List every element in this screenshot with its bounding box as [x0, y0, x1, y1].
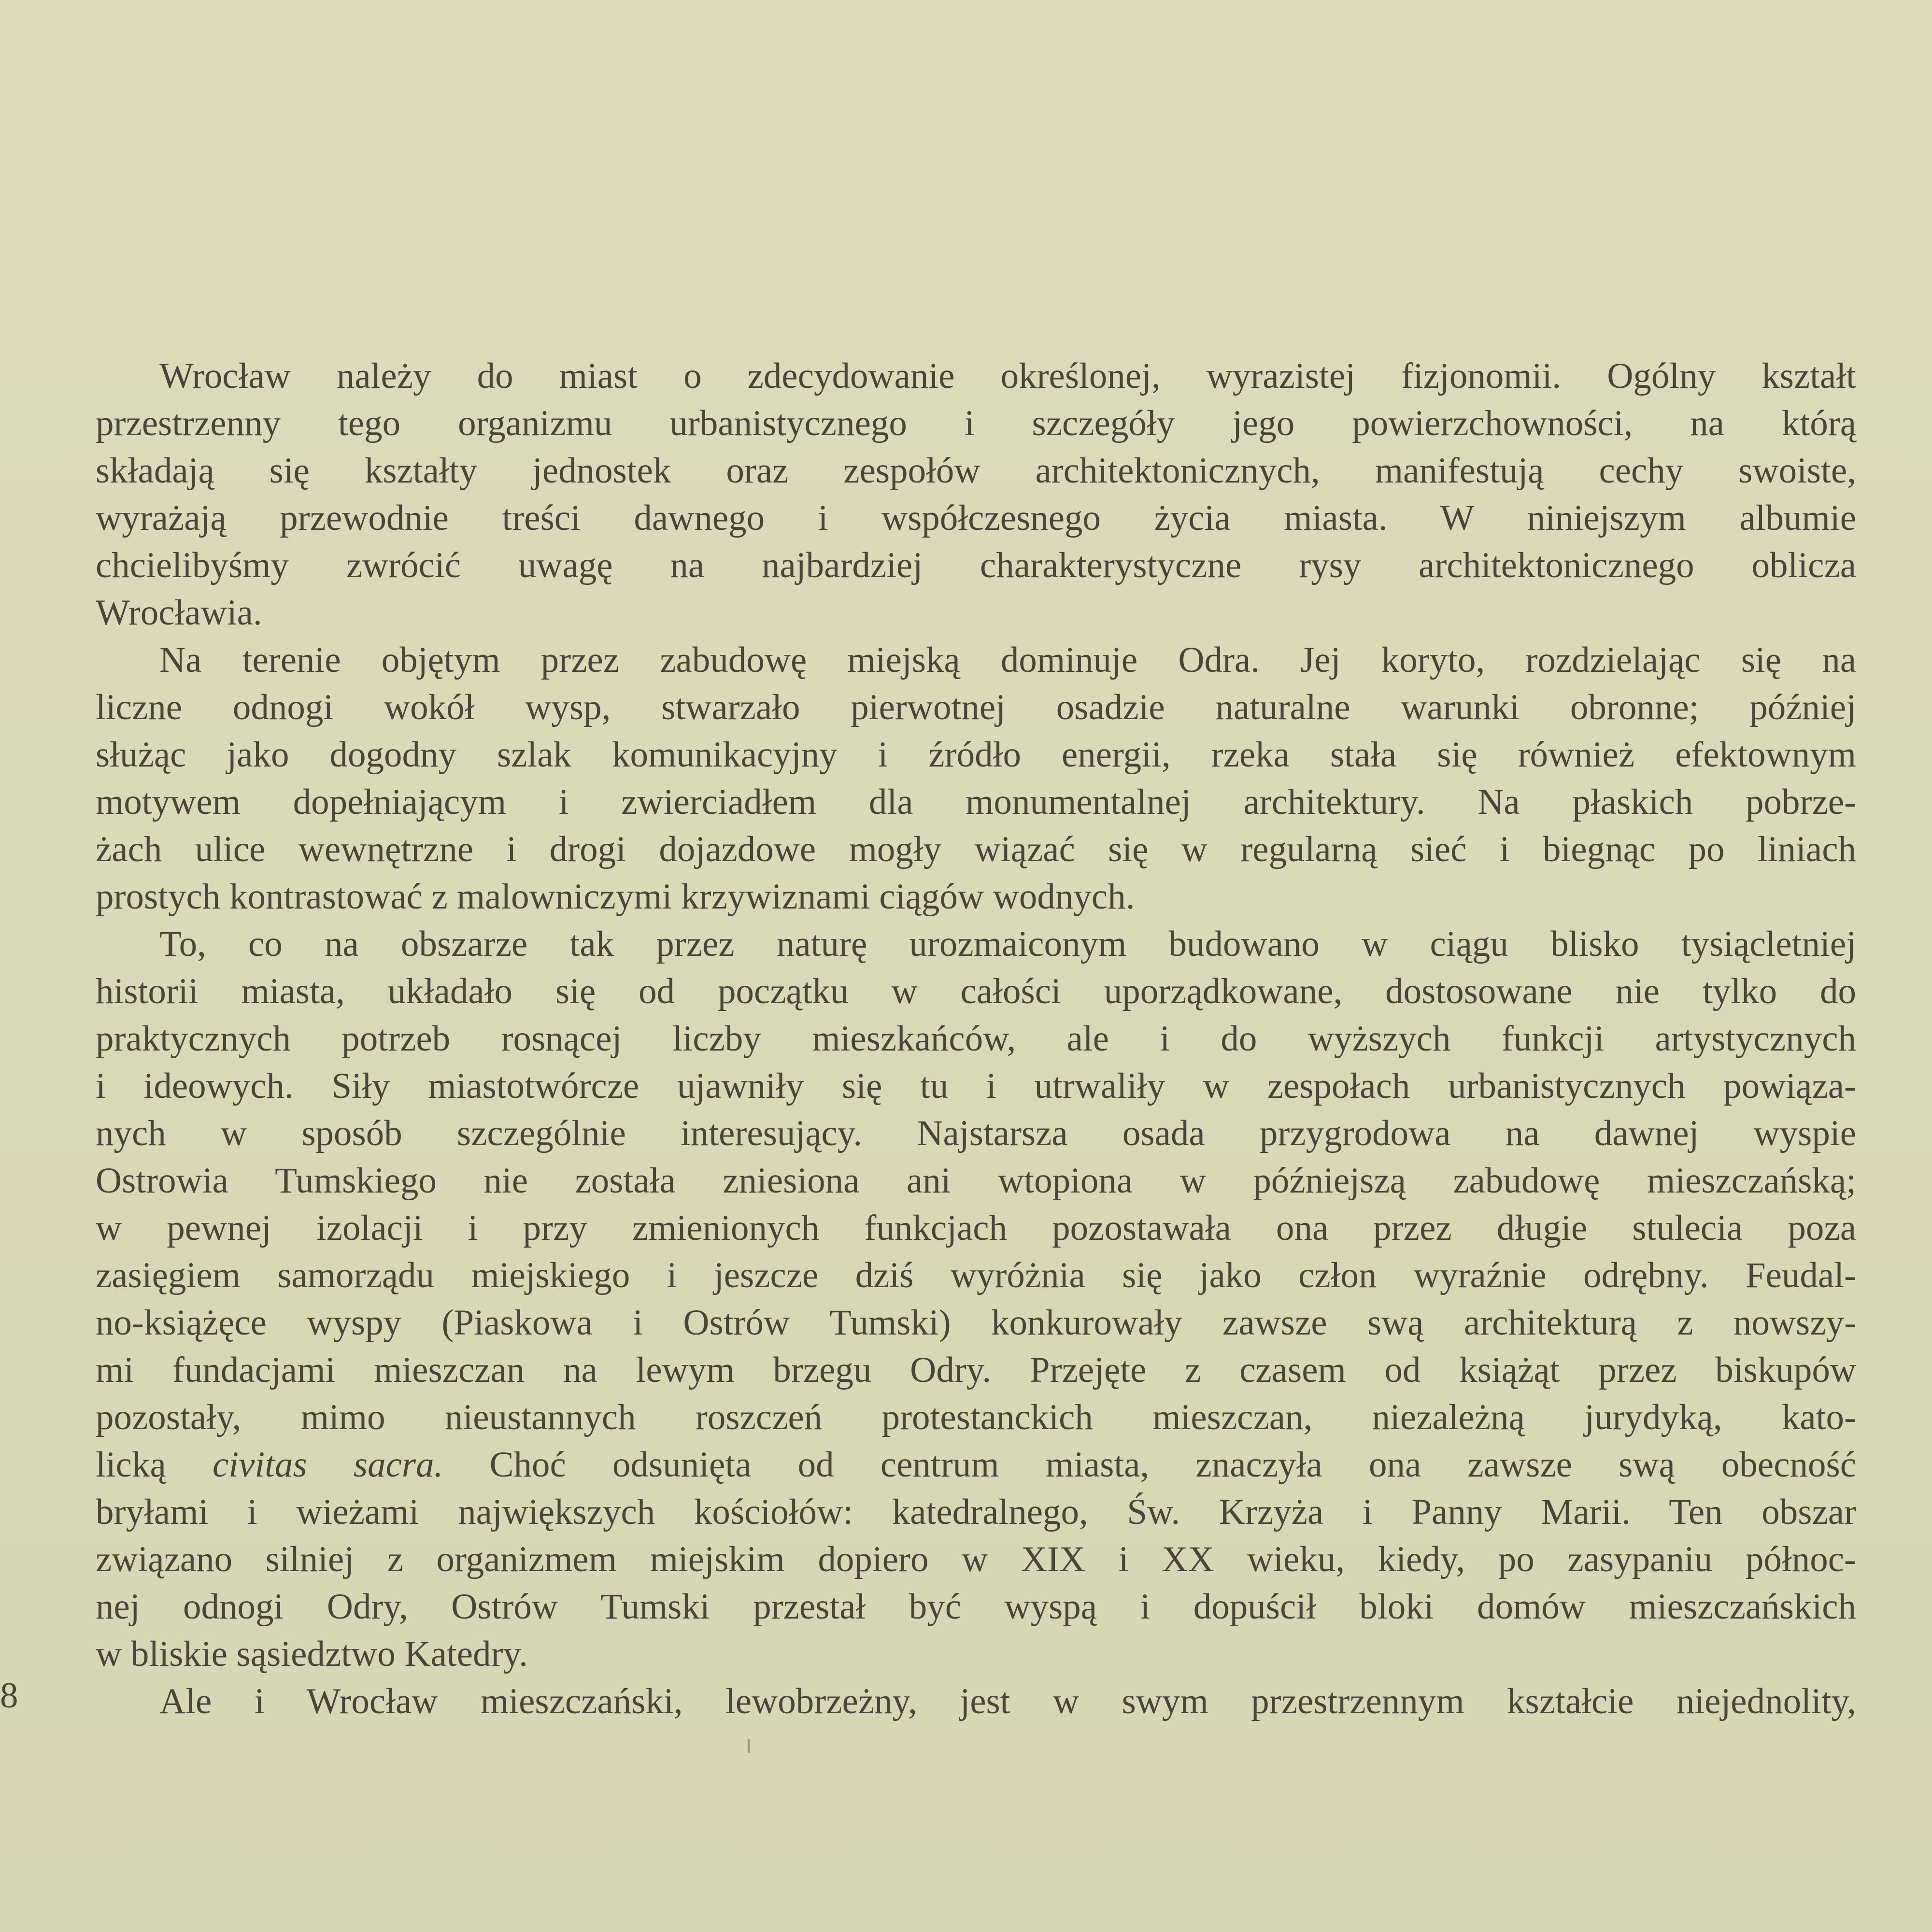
text-line: składają się kształty jednostek oraz zespołów architektonicznych, manifestują cechy swoiste,	[96, 451, 1856, 491]
text-line: przestrzenny tego organizmu urbanistycznego i szczegóły jego powierzchowności, na którą	[96, 403, 1856, 443]
text-line: żach ulice wewnętrzne i drogi dojazdowe mogły wiązać się w regularną sieć i biegnąc po liniach	[96, 829, 1856, 869]
text-line: mi fundacjami mieszczan na lewym brzegu Odry. Przejęte z czasem od książąt przez biskupów	[96, 1350, 1856, 1390]
text-line: służąc jako dogodny szlak komunikacyjny i źródło energii, rzeka stała się również efektownym	[96, 735, 1856, 775]
text-line: Wrocław należy do miast o zdecydowanie określonej, wyrazistej fizjonomii. Ogólny kształt	[159, 356, 1856, 396]
paper-speck	[748, 1739, 750, 1753]
text-line: bryłami i wieżami największych kościołów: katedralnego, Św. Krzyża i Panny Marii. Ten obszar	[96, 1492, 1856, 1532]
text-line: motywem dopełniającym i zwierciadłem dla monumentalnej architektury. Na płaskich pobrze-	[96, 782, 1856, 822]
text-line: nej odnogi Odry, Ostrów Tumski przestał być wyspą i dopuścił bloki domów mieszczańskich	[96, 1587, 1856, 1627]
text-line: Wrocławia.	[96, 593, 262, 633]
italic-phrase: civitas sacra.	[212, 1445, 443, 1485]
text-line: w bliskie sąsiedztwo Katedry.	[96, 1634, 528, 1674]
text-line-with-italic	[96, 1441, 1856, 1489]
text-line: zasięgiem samorządu miejskiego i jeszcze dziś wyróżnia się jako człon wyraźnie odrębny. Feudal-	[96, 1255, 1856, 1295]
text-line: Ostrowia Tumskiego nie została zniesiona ani wtopiona w późniejszą zabudowę mieszczańską;	[96, 1161, 1856, 1201]
text-line: historii miasta, układało się od początku w całości uporządkowane, dostosowane nie tylko do	[96, 971, 1856, 1011]
body-text	[96, 353, 1856, 1725]
text-line: i ideowych. Siły miastotwórcze ujawniły się tu i utrwaliły w zespołach urbanistycznych powiąza-	[96, 1066, 1856, 1106]
text-line: praktycznych potrzeb rosnącej liczby mieszkańców, ale i do wyższych funkcji artystycznych	[96, 1019, 1856, 1059]
text-line: związano silniej z organizmem miejskim dopiero w XIX i XX wieku, kiedy, po zasypaniu północ-	[96, 1539, 1856, 1579]
page-number: 8	[0, 1676, 18, 1716]
text-line: liczne odnogi wokół wysp, stwarzało pierwotnej osadzie naturalne warunki obronne; później	[96, 687, 1856, 727]
text-line: Ale i Wrocław mieszczański, lewobrzeżny, jest w swym przestrzennym kształcie niejednolity,	[159, 1681, 1856, 1721]
text-segment: Choć odsunięta od centrum miasta, znaczyła ona zawsze swą obecność	[443, 1445, 1856, 1485]
text-line: nych w sposób szczególnie interesujący. Najstarsza osada przygrodowa na dawnej wyspie	[96, 1113, 1856, 1153]
text-segment: licką	[96, 1445, 213, 1485]
text-line: wyrażają przewodnie treści dawnego i współczesnego życia miasta. W niniejszym albumie	[96, 498, 1856, 538]
text-line: prostych kontrastować z malowniczymi krzywiznami ciągów wodnych.	[96, 877, 1135, 917]
text-line: w pewnej izolacji i przy zmienionych funkcjach pozostawała ona przez długie stulecia poza	[96, 1208, 1856, 1248]
text-line: To, co na obszarze tak przez naturę urozmaiconym budowano w ciągu blisko tysiącletniej	[159, 924, 1856, 964]
text-line: pozostały, mimo nieustannych roszczeń protestanckich mieszczan, niezależną jurydyką, kato-	[96, 1397, 1856, 1437]
text-line: Na terenie objętym przez zabudowę miejską dominuje Odra. Jej koryto, rozdzielając się na	[159, 640, 1856, 680]
text-line: no-książęce wyspy (Piaskowa i Ostrów Tumski) konkurowały zawsze swą architekturą z nowszy-	[96, 1303, 1856, 1343]
text-line: chcielibyśmy zwrócić uwagę na najbardziej charakterystyczne rysy architektonicznego oblicza	[96, 545, 1856, 585]
